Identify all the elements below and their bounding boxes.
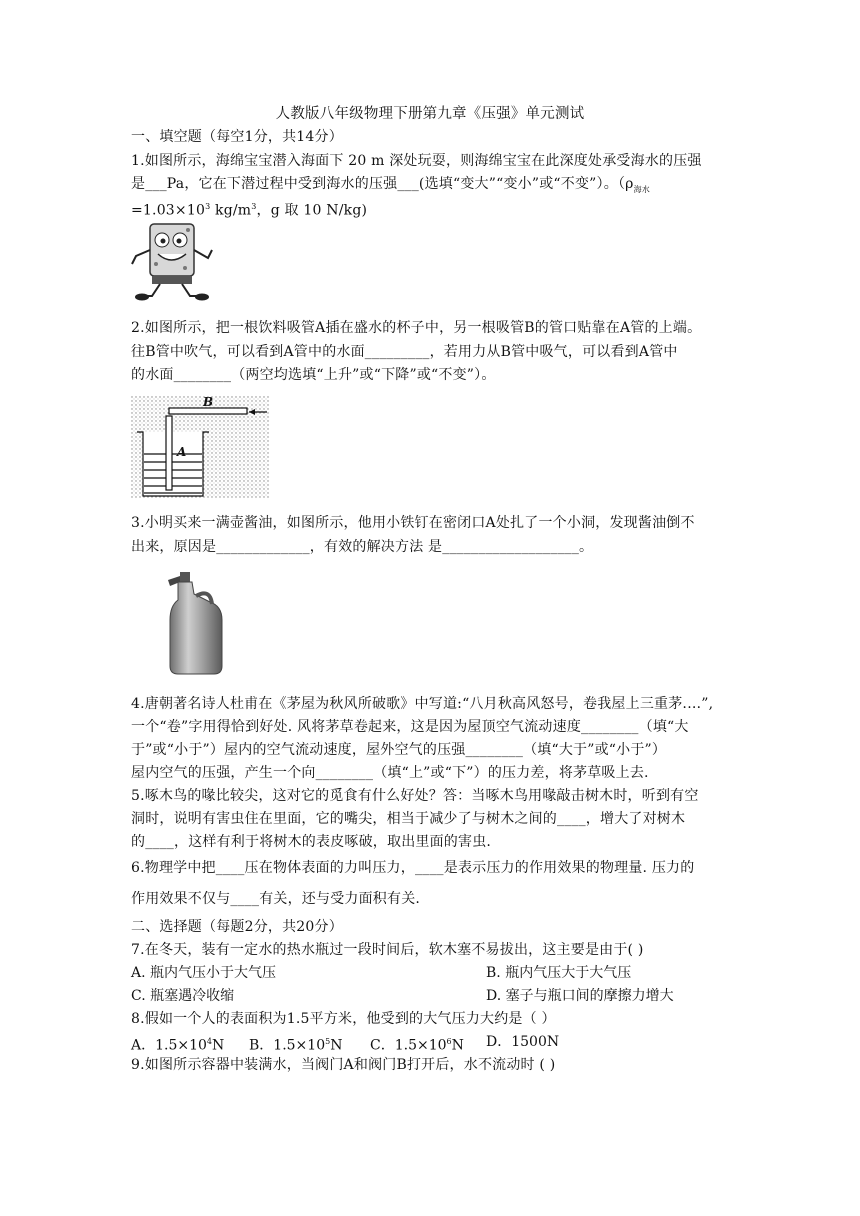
- q4-line-4: 屋内空气的压强，产生一个向________（填“上”或“下”）的压力差，将茅草吸上去.: [131, 765, 649, 781]
- page-title: 人教版八年级物理下册第九章《压强》单元测试: [275, 106, 585, 122]
- section-heading-fill-in: 一、填空题（每空1分，共14分）: [131, 129, 343, 145]
- q3-line-1: 3.小明买来一满壶酱油，如图所示，他用小铁钉在密闭口A处扎了一个小洞，发现酱油倒不: [131, 515, 695, 531]
- q5-line-2: 洞时，说明有害虫住在里面，它的嘴尖，相当于减少了与树木之间的____，增大了对树木: [131, 811, 686, 827]
- q7-option-c: C. 瓶塞遇冷收缩: [131, 988, 235, 1004]
- q9-stem: 9.如图所示容器中装满水，当阀门A和阀门B打开后，水不流动时 ( ): [131, 1057, 556, 1073]
- q2-line-1: 2.如图所示，把一根饮料吸管A插在盛水的杯子中，另一根吸管B的管口贴靠在A管的上端。: [131, 320, 702, 336]
- section-heading-multiple-choice: 二、选择题（每题2分，共20分）: [131, 919, 343, 935]
- spongebob-figure: [130, 220, 215, 302]
- q5-line-1: 5.啄木鸟的喙比较尖，这对它的觅食有什么好处？答：当啄木鸟用喙敲击树木时，听到有空: [131, 788, 699, 804]
- straw-a-label: A: [177, 445, 187, 459]
- q8-option-d: D．1500N: [486, 1034, 560, 1050]
- soy-sauce-bottle-figure: [160, 570, 230, 676]
- q3-line-2: 出来，原因是_____________，有效的解决方法 是___________________。: [131, 539, 594, 555]
- q7-option-a: A. 瓶内气压小于大气压: [131, 965, 277, 981]
- q1-line-3: $=1.03\times 10^3$ $kg/m^3$，g 取 10 N/kg): [131, 202, 368, 219]
- q6-line-1: 6.物理学中把____压在物体表面的力叫压力，____是表示压力的作用效果的物理量. 压力的: [131, 860, 695, 876]
- q7-stem: 7.在冬天，装有一定水的热水瓶过一段时间后，软木塞不易拔出，这主要是由于( ): [131, 942, 644, 958]
- q8-stem: 8.假如一个人的表面积为1.5平方米，他受到的大气压力大约是（ ）: [131, 1011, 556, 1027]
- q8-option-b: B．$1.5\times 10^5N$: [249, 1037, 343, 1054]
- q4-line-3: 于”或“小于”）屋内的空气流动速度，屋外空气的压强________（填“大于”或“小于”）: [131, 742, 667, 758]
- q4-line-2: 一个“卷”字用得恰到好处. 风将茅草卷起来，这是因为屋顶空气流动速度________（填“大: [131, 719, 689, 735]
- q1-line-1: 1.如图所示，海绵宝宝潜入海面下 20 m 深处玩耍，则海绵宝宝在此深度处承受海水的压强: [131, 153, 702, 169]
- q4-line-1: 4.唐朝著名诗人杜甫在《茅屋为秋风所破歌》中写道:“八月秋高风怒号，卷我屋上三重茅.…”,: [131, 696, 714, 712]
- straw-b-label: B: [203, 396, 214, 409]
- q6-line-2: 作用效果不仅与____有关，还与受力面积有关.: [131, 891, 421, 907]
- q2-line-2: 往B管中吹气，可以看到A管中的水面_________，若用力从B管中吸气，可以看到A管中: [131, 344, 678, 360]
- q8-option-c: C．$1.5\times 10^6N$: [370, 1037, 464, 1054]
- straw-beaker-figure: [131, 396, 269, 498]
- q2-line-3: 的水面________（两空均选填“上升”或“下降”或“不变”）。: [131, 367, 496, 383]
- q7-option-d: D. 塞子与瓶口间的摩擦力增大: [486, 988, 674, 1004]
- q7-option-b: B. 瓶内气压大于大气压: [486, 965, 632, 981]
- q5-line-3: 的____，这样有利于将树木的表皮啄破，取出里面的害虫.: [131, 834, 492, 850]
- q8-option-a: A．$1.5\times 10^4N$: [131, 1037, 225, 1054]
- q1-line-2: 是___Pa，它在下潜过程中受到海水的压强___(选填“变大”“变小”或“不变”）。（$\rho_{海水}$: [131, 176, 650, 194]
